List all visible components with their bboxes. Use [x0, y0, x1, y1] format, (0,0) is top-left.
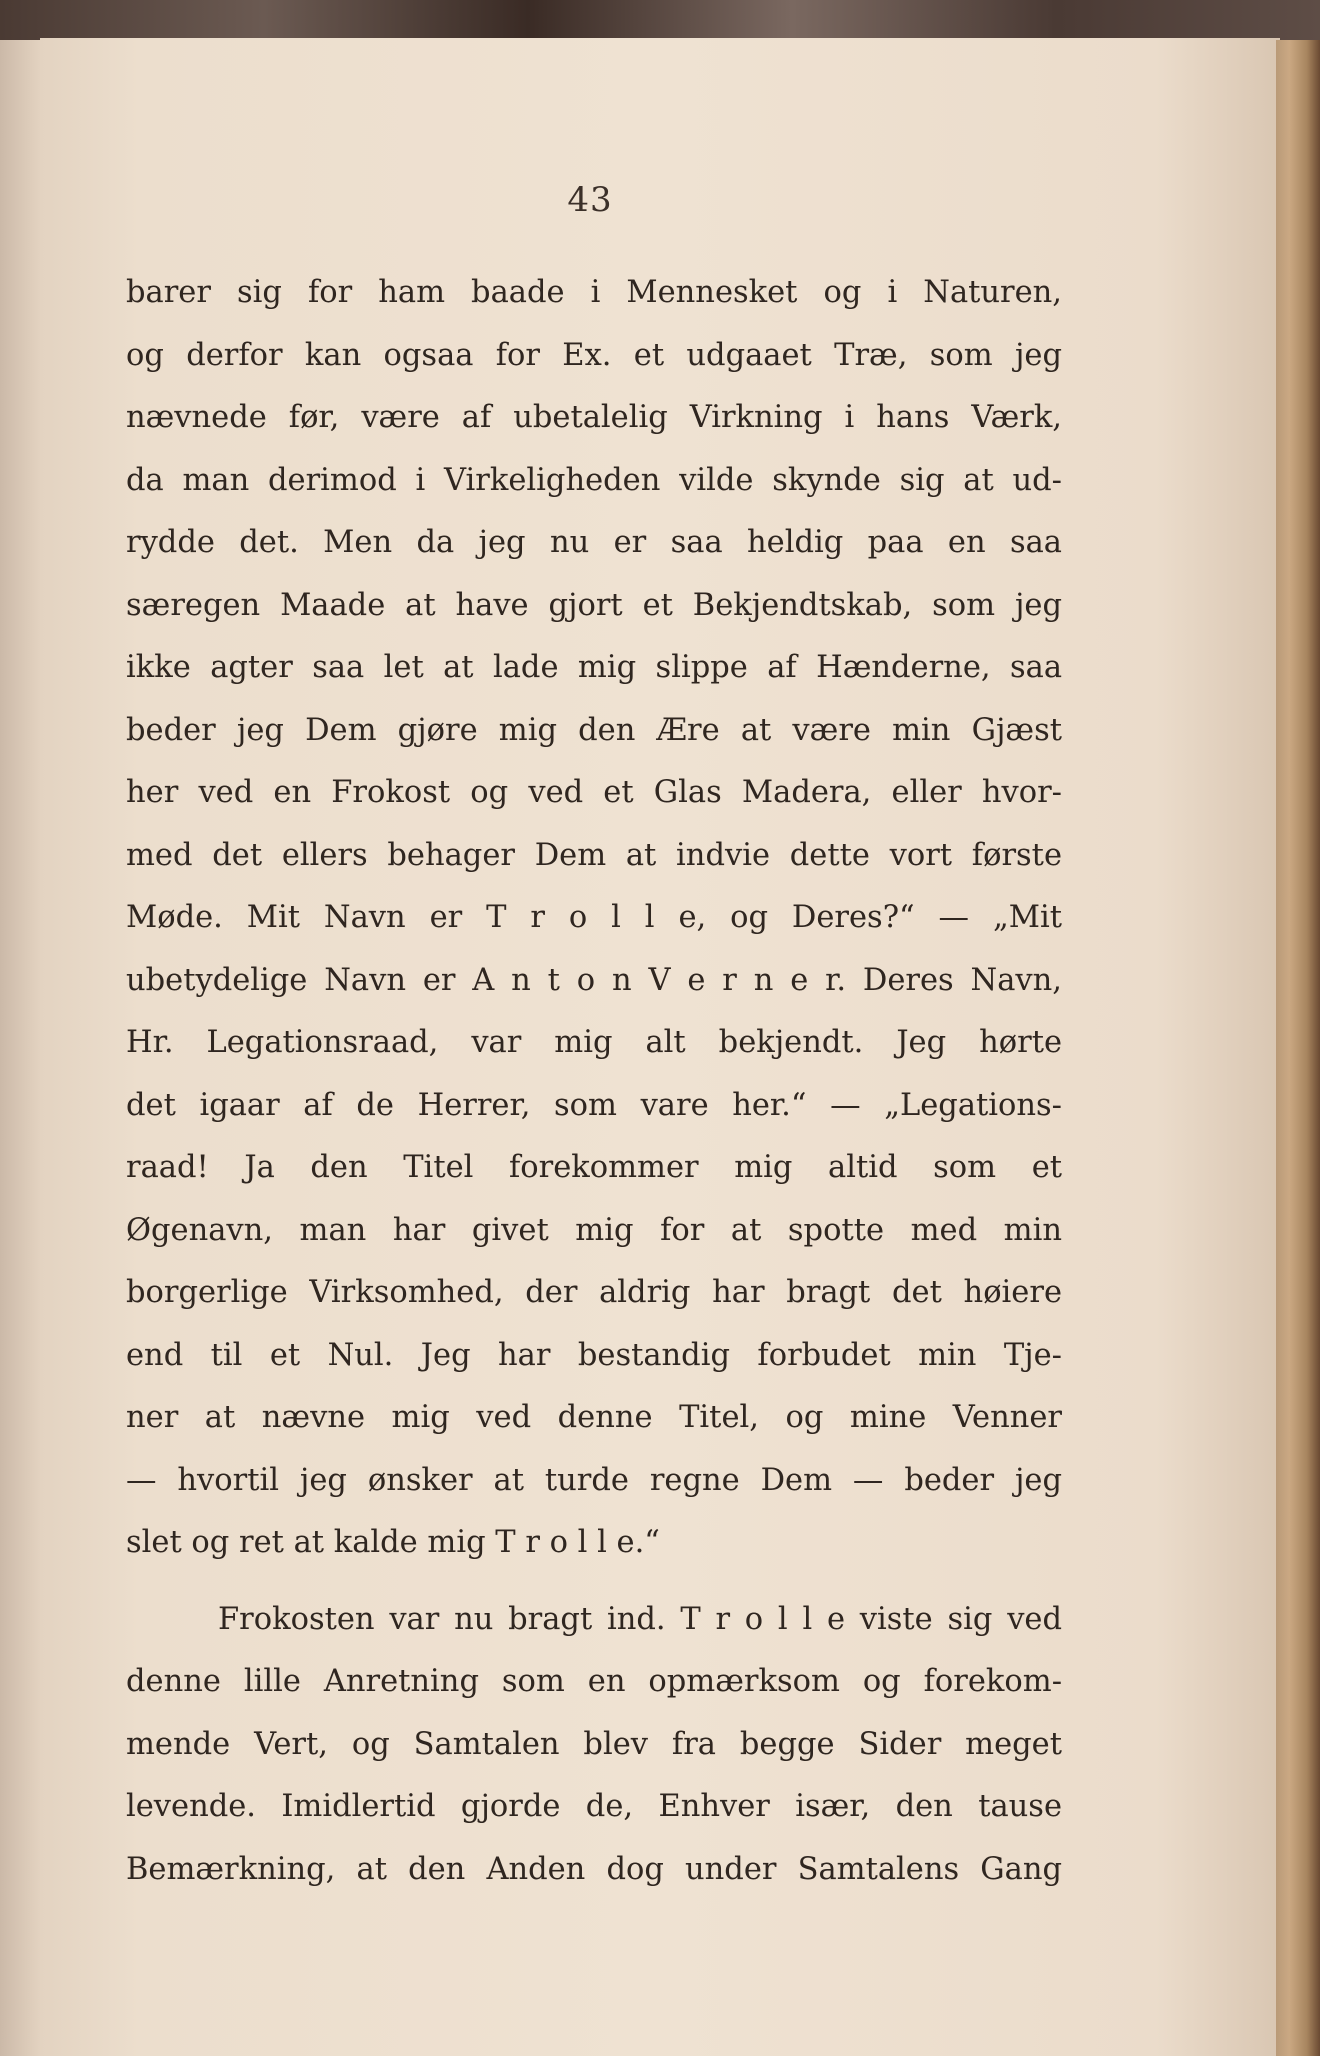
text-line: Hr. Legationsraad, var mig alt bekjendt. Jeg hørte: [126, 1025, 1062, 1060]
book-page-edges: [1276, 40, 1320, 2056]
text-line: end til et Nul. Jeg har bestandig forbudet min Tje-: [126, 1337, 1062, 1373]
text-line: ubetydelige Navn er A n t o n V e r n e r. Deres Navn,: [126, 962, 1062, 998]
text-line: mende Vert, og Samtalen blev fra begge Sider meget: [126, 1726, 1062, 1762]
text-line: ner at nævne mig ved denne Titel, og mine Venner: [126, 1400, 1062, 1435]
text-line: denne lille Anretning som en opmærksom og forekom-: [126, 1664, 1062, 1699]
text-line: raad! Ja den Titel forekommer mig altid som et: [126, 1150, 1062, 1185]
text-line: slet og ret at kalde mig T r o l l e.“: [126, 1525, 660, 1560]
text-line: Møde. Mit Navn er T r o l l e, og Deres?“ — „Mit: [126, 900, 1062, 935]
text-line: beder jeg Dem gjøre mig den Ære at være min Gjæst: [126, 712, 1062, 748]
text-line: da man derimod i Virkeligheden vilde skynde sig at ud-: [126, 462, 1062, 498]
text-line: Øgenavn, man har givet mig for at spotte med min: [126, 1212, 1062, 1248]
body-text: [126, 262, 1062, 1901]
text-line: ikke agter saa let at lade mig slippe af Hænderne, saa: [126, 650, 1062, 685]
text-line: barer sig for ham baade i Mennesket og i Naturen,: [126, 275, 1062, 310]
paragraph-gap: [126, 1575, 1062, 1589]
text-line: og derfor kan ogsaa for Ex. et udgaaet Træ, som jeg: [126, 337, 1062, 373]
text-line: med det ellers behager Dem at indvie dette vort første: [126, 837, 1062, 873]
text-line: det igaar af de Herrer, som vare her.“ — „Legations-: [126, 1087, 1062, 1123]
text-line: borgerlige Virksomhed, der aldrig har bragt det høiere: [126, 1275, 1062, 1310]
text-line: nævnede før, være af ubetalelig Virkning i hans Værk,: [126, 400, 1062, 435]
text-line: levende. Imidlertid gjorde de, Enhver især, den tause: [126, 1789, 1062, 1824]
text-line: — hvortil jeg ønsker at turde regne Dem — beder jeg: [126, 1462, 1062, 1498]
text-line: Frokosten var nu bragt ind. T r o l l e viste sig ved: [218, 1601, 1062, 1637]
text-line: her ved en Frokost og ved et Glas Madera, eller hvor-: [126, 775, 1062, 810]
text-line: Bemærkning, at den Anden dog under Samtalens Gang: [126, 1851, 1062, 1887]
page-number: 43: [567, 180, 613, 220]
text-line: særegen Maade at have gjort et Bekjendtskab, som jeg: [126, 587, 1062, 623]
text-line: rydde det. Men da jeg nu er saa heldig paa en saa: [126, 525, 1062, 560]
